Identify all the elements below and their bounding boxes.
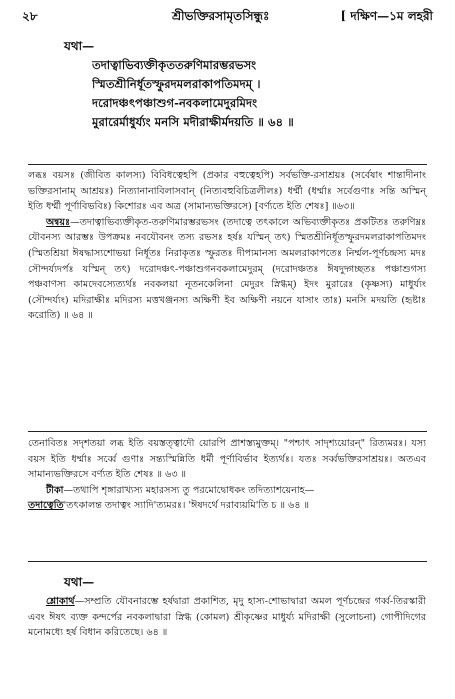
verse-intro: যথা— [64, 575, 95, 589]
book-title: শ্রীভক্তিরসামৃতসিন্ধুঃ [172, 9, 270, 23]
translation-block [28, 594, 426, 641]
tadatveti-text: 'তৎকালন্ত তদাত্বং স্যাদি'ত্যমরঃ। 'ঈষদর্থে দরাব্যয়মি'তি চ ॥ ৬৪ ॥ [63, 500, 310, 512]
anvaya-label: অন্বয়ঃ [46, 216, 71, 228]
page-number: ২৮ [22, 9, 38, 23]
commentary-paragraph: লব্ধঃ বয়সঃ (জীবিত কালস্য) বিবিধত্বেহপি (প্রকার বহুত্বেহপি) সর্বভক্তি-রসাশ্রয়ঃ (সর্বেষাং শান্তাদীনাং ভক্তিরসানাম্ আশ্রয়ঃ) নিত্যানানাবিলাসবান্ (নিত্যবহুবিচিত্রলীলঃ) ধর্ম্মী (ধর্ম্মাঃ সর্বেগুণাঃ সন্তি অস্মিন্ ইতি ধর্ম্মী পূর্ণাবিভবিঃ) কিশোরঃ এব অত্র (সামান্যভক্তিরসে) [বর্ণ্যতে ইতি শেষঃ] ॥৬৩॥ [28, 170, 426, 213]
verse-block [92, 56, 432, 132]
divider [28, 164, 427, 165]
commentary-paragraph [28, 215, 426, 324]
page-header [22, 8, 433, 28]
tika-paragraph: তেনাবিতঃ সদৃশতয়া লব্ধ ইতি বয়স্তত্ত্বাদৌ য়োরপি প্রাশস্ত্যমুক্তম্। "পশ্চাৎ সাদৃশ্যয়োরন্" রিত্যমরঃ। যস্য বয়স ইতি ধর্ম্মাঃ সর্ব্বে গুণাঃ সন্ত্যস্মিন্নিতি ধর্মী পূর্ণাবির্ভাব ইত্যর্থঃ। যতঃ সর্ব্বভক্তিরসাশ্রয়ঃ। অতএব সামান্যভক্তিরসে বর্ণ্যত ইতি শেষঃ ॥ ৬৩ ॥ [28, 438, 426, 481]
tika-paragraph [28, 483, 426, 499]
tika-text: —তথাপি শৃঙ্গারাখ্যস্য মহারসস্য তু পরমোদ্বোধকং তদিত্যাশয়েনাহ— [63, 484, 315, 496]
verse-line: দরোদঞ্চৎপঞ্চাশুগ-নবকলামেদুরমিদং [92, 96, 258, 110]
divider [28, 561, 427, 562]
verse-line: মুরারের্মাধুর্য্যং মনসি মদীরাক্ষীর্মদয়তি ॥ ৬৪ ॥ [92, 115, 294, 129]
section-label: [ দক্ষিণ—১ম লহরী [340, 9, 433, 23]
verse-line: তদাত্বাভিব্যক্তীকৃততরুণিমারম্ভরভসং [92, 58, 257, 72]
commentary-block [28, 168, 426, 324]
translation-paragraph [28, 594, 426, 641]
tadatveti-label: তদাত্বেতি [28, 500, 64, 512]
shlokartha-label: শ্লোকার্থ [46, 596, 75, 607]
verse-line: স্মিতশ্রীনির্ধূতস্ফুরদমলরাকাপতিমদম্ । [92, 77, 261, 91]
shlokartha-text: —সম্প্রতি যৌবনারম্ভে হর্ষদ্বারা প্রকাশিত, মৃদু হাস্য-শোভাদ্বারা অমল পূর্ণচন্দ্রের গর্ব্ব-তিরস্কারী এবং ঈষৎ ব্যক্ত কন্দর্পের নবকলাদ্বারা স্নিগ্ধ (কোমল) শ্রীকৃষ্ণের মাধুর্য্য মদিরাক্ষী (সুলোচনা) গোপীদিগের মনোমধ্যে হর্ষ বিধান করিতেছে। ৬৪ ॥ [28, 596, 426, 639]
anvaya-text: —তদাত্বাভিব্যক্তীকৃত-তরুণিমারম্ভরভসং (তদাত্বে তৎকালে অভিব্যক্তীকৃতঃ প্রকটিতঃ তরুণিম্নঃ যৌবনস্য আরম্ভঃ উপক্রমঃ নবযৌবনং তস্য রভসঃ হর্ষঃ যস্মিন্ তৎ) স্মিতশ্রীনির্ধূতস্ফুরদমলরাকাপতিমদং (স্মিতশ্রিয়া ঈষদ্ধাস্যশোভয়া নির্ধূতঃ নিরাকৃতঃ স্ফুরতঃ দীপ্যমানস্য অমলরাকাপতেঃ নির্ম্মল-পূর্ণচন্দ্রস্য মদঃ সৌন্দর্য্যদর্পঃ যস্মিন্ তৎ) দরোদঞ্চৎ-পঞ্চাশুগনবকলামেদুরম্ (দরোদঞ্চতঃ ঈষদুদ্গচ্ছতঃ পঞ্চাশুগস্য পঞ্চবাণস্য কামদেবস্যেত্যর্থঃ নবকলয়া নূতনকেলিনা মেদুরং স্নিগ্ধম্) ইদং মুরারেঃ (কৃষ্ণস্য) মাধুর্য্যং (সৌন্দর্য্যং) মদিরাক্ষীঃ মদিরস্য মত্তখঞ্জনস্য অক্ষিণী ইব অক্ষিণী নয়নে যাসাং তাঃ) মনসি মদয়তি (হৃষ্টাঃ করোতি) ॥ ৬৪ ॥ [28, 216, 426, 322]
tika-paragraph [28, 498, 426, 514]
tika-label: টীকা [46, 484, 64, 496]
divider [28, 431, 427, 432]
tika-block [28, 436, 426, 514]
verse-intro: যথা— [64, 39, 95, 53]
